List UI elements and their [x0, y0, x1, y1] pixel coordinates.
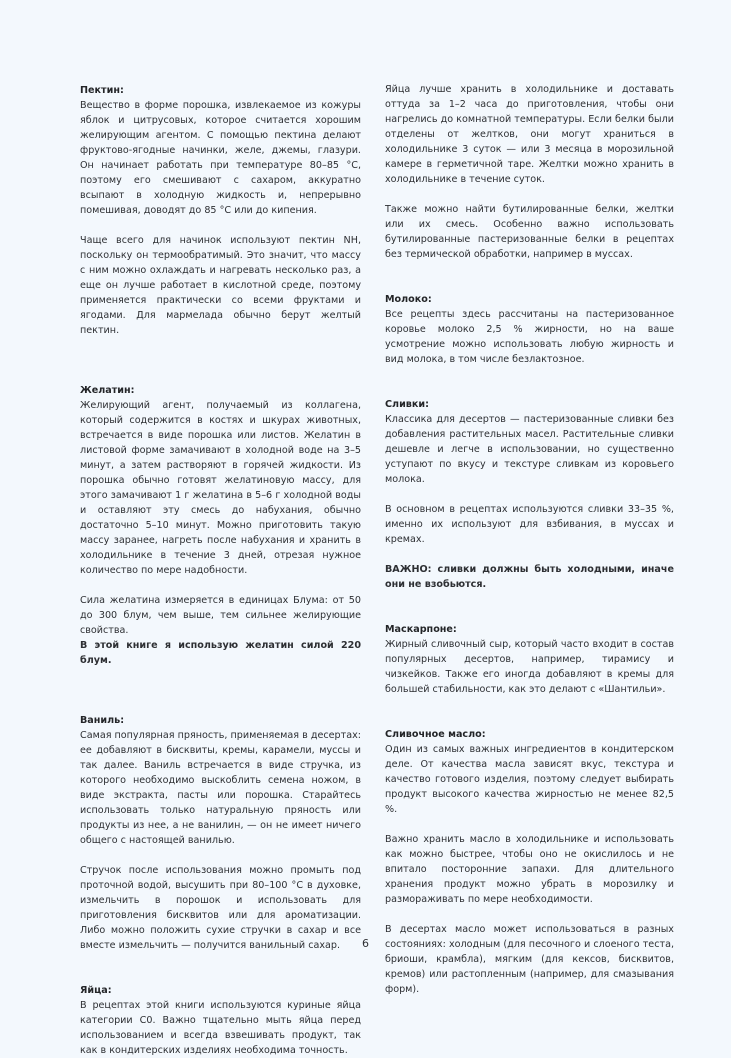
- section-mascarpone: [385, 622, 674, 697]
- paragraph: Самая популярная пряность, применяемая в десертах: ее добавляют в бисквиты, кремы, карамели, муссы и так далее. Ваниль встречается в виде стручка, из которого необходимо выскоблить семена ножом, в виде экстракта, пасты или порошка. Старайтесь использовать только натуральную пряность или продукты из нее, а не ванилин, — он не имеет ничего общего с настоящей ванилью.: [80, 730, 361, 846]
- paragraph: Яйца лучше хранить в холодильнике и доставать оттуда за 1–2 часа до приготовления, чтобы они нагрелись до комнатной температуры. Если белки были отделены от желтков, они могут храниться в холодильнике 3 суток — или 3 месяца в морозильной камере в герметичной таре. Желтки можно хранить в холодильнике в течение суток.: [385, 84, 674, 185]
- section-eggs-continued: [385, 82, 674, 262]
- section-title: Сливки:: [385, 399, 429, 410]
- paragraph: Сила желатина измеряется в единицах Блума: от 50 до 300 блум, чем выше, тем сильнее желирующие свойства.: [80, 595, 361, 636]
- paragraph: Важно хранить масло в холодильнике и использовать как можно быстрее, чтобы оно не окислилось и не впитало посторонние запахи. Для длительного хранения продукт можно убрать в морозилку и размораживать по мере необходимости.: [385, 834, 674, 905]
- warning-note: ВАЖНО: сливки должны быть холодными, иначе они не взобьются.: [385, 564, 674, 590]
- paragraph: В основном в рецептах используются сливки 33–35 %, именно их используют для взбивания, в муссах и кремах.: [385, 504, 674, 545]
- section-pectin: [80, 83, 361, 338]
- paragraph: Классика для десертов — пастеризованные сливки без добавления растительных масел. Растительные сливки дешевле и легче в использовании, но существенно уступают по вкусу и текстуре сливкам из коровьего молока.: [385, 414, 674, 485]
- left-column: [80, 83, 361, 1058]
- paragraph: Жирный сливочный сыр, который часто входит в состав популярных десертов, например, тирамису и чизкейков. Также его иногда добавляют в кремы для большей стабильности, как это делают с «Шантильи».: [385, 639, 674, 695]
- section-milk: [385, 292, 674, 367]
- section-butter: [385, 727, 674, 997]
- paragraph: Желирующий агент, получаемый из коллагена, который содержится в костях и шкурах животных, встречается в виде порошка или листов. Желатин в листовой форме замачивают в холодной воде на 3–5 минут, а затем растворяют в горячей жидкости. Из порошка обычно готовят желатиновую массу, для этого замачивают 1 г желатина в 5–6 г холодной воды и оставляют эту смесь до набухания, обычно достаточно 5–10 минут. Можно приготовить такую массу заранее, нагреть после набухания и хранить в холодильнике в течение 3 дней, отрезая нужное количество по мере надобности.: [80, 400, 361, 576]
- paragraph: Чаще всего для начинок используют пектин NH, поскольку он термообратимый. Это значит, что массу с ним можно охлаждать и нагревать несколько раз, а еще он лучше работает в кислотной среде, поэтому применяется практически со всеми фруктами и ягодами. Для мармелада обычно берут желтый пектин.: [80, 235, 361, 336]
- paragraph: В рецептах этой книги используются куриные яйца категории С0. Важно тщательно мыть яйца перед использованием и всегда взвешивать продукт, так как в кондитерских изделиях необходима точность.: [80, 1000, 361, 1056]
- section-title: Пектин:: [80, 85, 124, 96]
- section-gelatin: [80, 383, 361, 668]
- section-title: Яйца:: [80, 985, 112, 996]
- section-title: Желатин:: [80, 385, 135, 396]
- section-cream: [385, 397, 674, 592]
- page-number: 6: [362, 937, 369, 950]
- section-title: Молоко:: [385, 294, 432, 305]
- section-title: Сливочное масло:: [385, 729, 486, 740]
- bold-note: В этой книге я использую желатин силой 220 блум.: [80, 640, 361, 666]
- paragraph: Вещество в форме порошка, извлекаемое из кожуры яблок и цитрусовых, которое считается хорошим желирующим агентом. С помощью пектина делают фруктово-ягодные начинки, желе, джемы, глазури. Он начинает работать при температуре 80–85 °C, поэтому его смешивают с сахаром, аккуратно всыпают в холодную жидкость и, непрерывно помешивая, доводят до 85 °C или до кипения.: [80, 100, 361, 216]
- paragraph: Один из самых важных ингредиентов в кондитерском деле. От качества масла зависят вкус, текстура и качество готового изделия, поэтому следует выбирать продукт высокого качества жирностью не менее 82,5 %.: [385, 744, 674, 815]
- section-eggs: [80, 983, 361, 1058]
- section-vanilla: [80, 713, 361, 953]
- paragraph: Стручок после использования можно промыть под проточной водой, высушить при 80–100 °C в духовке, измельчить в порошок и использовать для приготовления бисквитов или для ароматизации. Либо можно положить сухие стручки в сахар и все вместе измельчить — получится ванильный сахар.: [80, 865, 361, 951]
- paragraph: Все рецепты здесь рассчитаны на пастеризованное коровье молоко 2,5 % жирности, но на ваше усмотрение можно использовать любую жирность и вид молока, в том числе безлактозное.: [385, 309, 674, 365]
- right-column: [385, 82, 674, 997]
- section-title: Ваниль:: [80, 715, 125, 726]
- section-title: Маскарпоне:: [385, 624, 457, 635]
- paragraph: В десертах масло может использоваться в разных состояниях: холодным (для песочного и слоеного теста, бриоши, крамбла), мягким (для кексов, бисквитов, кремов) или растопленным (например, для смазывания форм).: [385, 924, 674, 995]
- paragraph: Также можно найти бутилированные белки, желтки или их смесь. Особенно важно использовать бутилированные пастеризованные белки в рецептах без термической обработки, например в муссах.: [385, 204, 674, 260]
